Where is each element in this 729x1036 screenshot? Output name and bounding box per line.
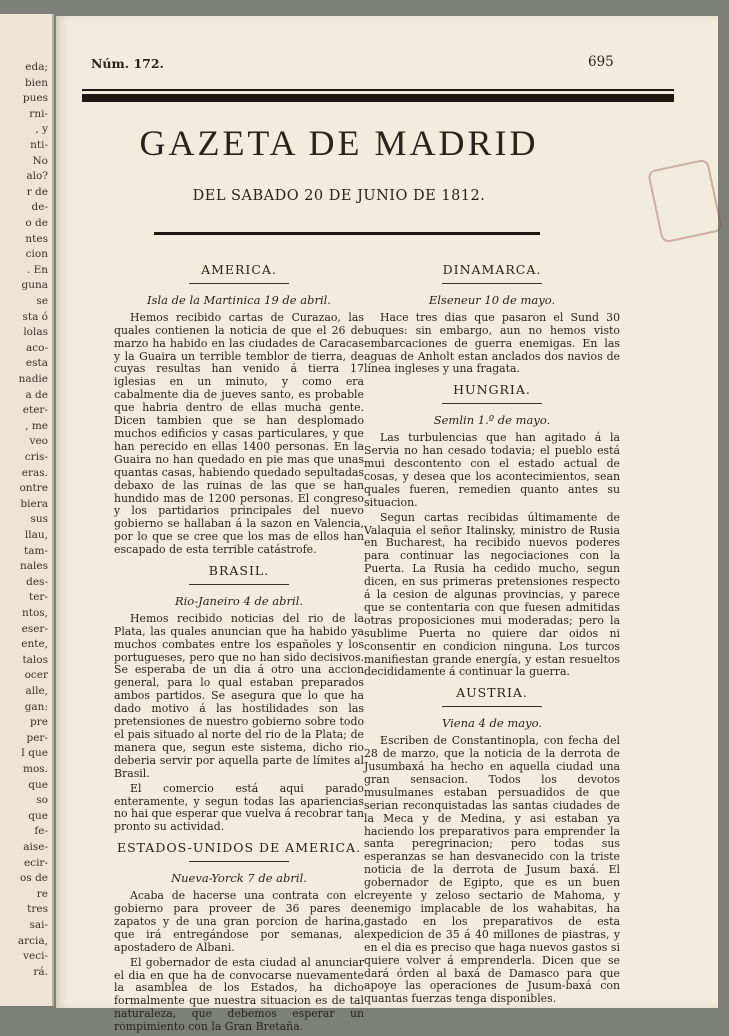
previous-page-text-fragment: , y — [35, 123, 48, 136]
top-rule-thick — [82, 94, 674, 102]
previous-page-text-fragment: re — [36, 887, 48, 900]
previous-page-text-fragment: alo? — [26, 170, 48, 183]
previous-page-text-fragment: aco- — [25, 341, 48, 354]
previous-page-text-fragment: ntos, — [21, 607, 48, 619]
previous-page-text-fragment: guna — [21, 279, 48, 292]
previous-page-text-fragment: a de — [25, 388, 48, 401]
previous-page-text-fragment: pre — [30, 716, 48, 729]
previous-page-text-fragment: No — [32, 154, 48, 167]
page-number: 695 — [588, 54, 614, 70]
previous-page-text-fragment: des- — [26, 575, 48, 588]
section-rule — [442, 403, 542, 404]
previous-page-text-fragment: o de — [25, 217, 48, 229]
top-rule-thin — [82, 89, 674, 91]
section-heading-austria: AUSTRIA. — [456, 685, 528, 701]
previous-page-text-fragment: mos. — [22, 763, 48, 775]
previous-page-text-fragment: r de — [26, 185, 48, 198]
previous-page-text-fragment: per- — [26, 731, 48, 744]
article-paragraph: Acaba de hacerse una contrata con el gobierno para proveer de 36 pares de zapatos y de una gran porcion de harina, que irá entregándose por semanas, al apostadero de Albani. — [114, 889, 364, 954]
section-rule — [189, 861, 289, 862]
dateline-nueva-yorck: Nueva-Yorck 7 de abril. — [171, 871, 307, 886]
previous-page-text-fragment: se — [36, 295, 48, 307]
previous-page-text-fragment: lolas — [23, 326, 48, 339]
previous-page-text-fragment: tam- — [24, 544, 48, 557]
previous-page-text-fragment: ontre — [19, 482, 48, 495]
previous-page-text-fragment: esta — [25, 357, 48, 370]
header-divider — [154, 232, 540, 235]
previous-page-text-fragment: rá. — [33, 965, 48, 978]
previous-page-text-fragment: sus — [30, 513, 48, 526]
previous-page-text-fragment: veo — [29, 435, 48, 448]
previous-page-text-fragment: ecir- — [23, 856, 48, 869]
article-paragraph: Escriben de Constantinopla, con fecha del 28 de marzo, que la noticia de la derrota de Jusumbaxá ha hecho en aquella ciudad una gran sensacion. Todos los devotos musulmanes estaban persuadidos de que serian reconquistadas las santas ciudades de la Meca y de Medina, y asi estaban ya haciendo los preparativos para emprender la santa peregrinacion; pero todas sus esperanzas se han desvanecido con la triste noticia de la derrota de Jusum baxá. El gobernador de Egipto, que es un buen creyente y zeloso sectario de Mahoma, y enemigo implacable de los wahabitas, ha gastado en los preparativos de esta expedicion de 35 á 40 millones de piastras, y en el dia es preciso que haga nuevos gastos si quiere volver á emprenderla. Dicen que se dará órden al baxá de Damasco para que apoye las operaciones de Jusum-baxá con quantas fuerzas tenga disponibles. — [364, 734, 620, 1006]
previous-page-text-fragment: cion — [25, 248, 48, 261]
previous-page-text-fragment: I que — [20, 747, 48, 760]
previous-page-text-fragment: ente, — [21, 638, 48, 651]
article-paragraph: El comercio está aqui parado enteramente, y segun todas las apariencias no hai que esperar que vuelva á recobrar tan pronto su actividad. — [114, 781, 364, 834]
previous-page-text-fragment: sta ó — [22, 310, 48, 323]
previous-page-text-fragment: so — [36, 794, 48, 807]
previous-page-text-fragment: fe- — [34, 825, 48, 838]
previous-page-text-fragment: os de — [20, 872, 48, 885]
previous-page-text-fragment: llau, — [24, 529, 48, 541]
dateline-rio-janeiro: Rio-Janeiro 4 de abril. — [174, 593, 304, 608]
previous-page-text-fragment: sai- — [29, 919, 48, 931]
previous-page-text-fragment: nadie — [18, 373, 48, 385]
section-heading-hungria: HUNGRIA. — [453, 382, 531, 398]
previous-page-text-fragment: nales — [20, 560, 48, 573]
previous-page-text-fragment: gan: — [24, 700, 48, 713]
previous-page-text-fragment: eda; — [25, 61, 48, 73]
library-stamp — [647, 158, 723, 243]
dateline-elseneur: Elseneur 10 de mayo. — [428, 292, 556, 307]
previous-page-text-fragment: nti- — [30, 139, 48, 151]
section-rule — [189, 283, 289, 284]
previous-page-text-fragment: arcia, — [17, 934, 48, 947]
article-paragraph: Hemos recibido noticias del rio de la Plata, las quales anuncian que ha habido ya muchos combates entre los españoles y los portugueses, pero que no han sido decisivos. Se esperaba de un dia á otro una accion general, para lo qual estaban preparados ambos partidos. Se asegura que lo que ha dado motivo á las hostilidades son las pretensiones de nuestro gobierno sobre todo el pais situado al norte del rio de la Plata; de manera que, segun este sistema, dicho rio deberia servir por aquella parte de límites al Brasil. — [114, 611, 364, 780]
previous-page-text-fragment: eras. — [21, 466, 48, 479]
previous-page-text-fragment: que — [28, 778, 48, 791]
previous-page-text-fragment: eter- — [22, 404, 48, 417]
section-rule — [442, 283, 542, 284]
section-heading-dinamarca: DINAMARCA. — [442, 262, 542, 277]
section-heading-brasil: BRASIL. — [208, 563, 270, 579]
previous-page-text-fragment: rni- — [29, 107, 48, 120]
previous-page-text-fragment: cris- — [24, 451, 48, 463]
section-rule — [442, 706, 542, 707]
previous-page-text-fragment: alle, — [25, 685, 48, 697]
previous-page-edge — [0, 14, 54, 1006]
previous-page-text-fragment: . En — [26, 263, 48, 276]
previous-page-text-fragment: eser- — [21, 622, 48, 635]
article-paragraph: El gobernador de esta ciudad al anunciar el dia en que ha de convocarse nuevamente la asamblea de los Estados, ha dicho formalmente que nuestra situacion es de tal naturaleza, que debemos esperar un rompimiento con la Gran Bretaña. — [114, 955, 364, 1034]
article-paragraph: Hace tres dias que pasaron el Sund 30 buques: sin embargo, aun no hemos visto embarcaciones de guerra enemigas. En las aguas de Anholt estan anclados dos navios de línea ingleses y una fragata. — [364, 310, 620, 376]
issue-number: Núm. 172. — [91, 56, 164, 71]
previous-page-text-fragment: veci- — [23, 950, 48, 963]
dateline-semlin: Semlin 1.º de mayo. — [433, 413, 551, 428]
section-heading-america: AMERICA. — [201, 262, 277, 277]
article-paragraph: Hemos recibido cartas de Curazao, las quales contienen la noticia de que el 26 de marzo ha habido en las ciudades de Caracas y la Guaira un terrible temblor de tierra, de cuyas resultas han venido á tierra 17 iglesias en un minuto, y como era cabalmente dia de jueves santo, es probable que habria dentro de ellas mucha gente. Dicen tambien que se han desplomado muchos edificios y casas particulares, y que han perecido en ellas 1400 personas. En la Guaira no han quedado en pie mas que unas quantas casas, habiendo quedado sepultadas debaxo de las ruinas de las que se han hundido mas de 1200 personas. El congreso y los partidarios principales del nuevo gobierno se hallaban á la sazon en Valencia, por lo que se cree que los mas de ellos han escapado de esta terrible catástrofe. — [114, 310, 364, 557]
previous-page-text-fragment: aise- — [23, 841, 48, 853]
dateline-viena: Viena 4 de mayo. — [442, 716, 542, 731]
article-paragraph: Segun cartas recibidas últimamente de Valaquia el señor Italinsky, ministro de Rusia en Bucharest, ha recibido nuevos poderes para continuar las negociaciones con la Puerta. La Rusia ha cedido mucho, segun dicen, en sus primeras pretensiones respecto á la cesion de algunas provincias, y parece que se contentaria con que fuesen admitidas otras proposiciones mui moderadas; pero la sublime Puerta no quiere dar oidos ni consentir en condicion ninguna. Los turcos manifiestan grande energía, y estan resueltos decididamente á continuar la guerra. — [364, 510, 620, 679]
section-heading-estados-unidos: ESTADOS-UNIDOS DE AMERICA. — [116, 840, 362, 856]
article-paragraph: Las turbulencias que han agitado á la Servia no han cesado todavia; el pueblo está mui descontento con el estado actual de cosas, y desea que los acontecimientos, sean quales fueren, remedien quanto antes su situacion. — [364, 431, 620, 509]
right-column — [364, 256, 620, 1008]
previous-page-text-fragment: que — [28, 809, 48, 822]
previous-page-text-fragment: , me — [25, 419, 48, 432]
previous-page-text-fragment: ter- — [28, 591, 48, 604]
previous-page-text-fragment: pues — [22, 92, 48, 105]
previous-page-text-fragment: ocer — [24, 669, 48, 682]
newspaper-page — [56, 16, 718, 1034]
previous-page-text-fragment: de- — [31, 201, 48, 214]
previous-page-text-fragment: bien — [24, 76, 48, 89]
masthead-title: GAZETA DE MADRID — [139, 123, 539, 163]
previous-page-text-fragment: tres — [27, 903, 48, 916]
left-column — [114, 256, 364, 1036]
previous-page-text-fragment: ntes — [25, 232, 48, 245]
previous-page-text-fragment: talos — [22, 653, 48, 666]
previous-page-text-fragment: biera — [20, 497, 48, 510]
dateline-martinica: Isla de la Martinica 19 de abril. — [147, 292, 331, 307]
issue-date: DEL SABADO 20 DE JUNIO DE 1812. — [192, 188, 486, 204]
section-rule — [189, 584, 289, 585]
